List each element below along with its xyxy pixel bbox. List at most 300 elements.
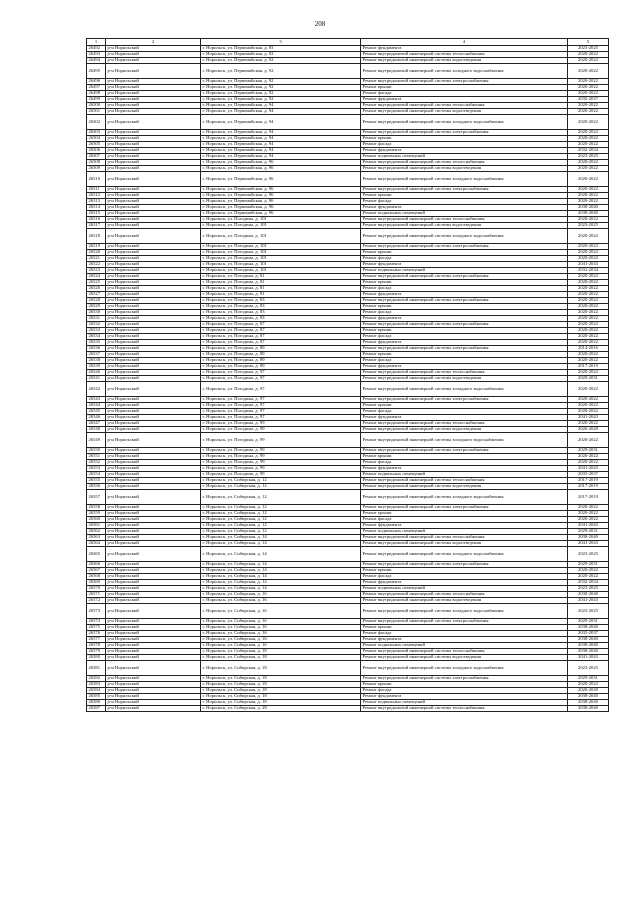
cell-address: г. Норильск, ул. Сибирская, д. 12 xyxy=(201,490,361,505)
cell-district: р-н Норильский xyxy=(106,382,201,397)
cell-district: р-н Норильский xyxy=(106,52,201,58)
cell-address: г. Норильск, ул. Погодина, д. 101 xyxy=(201,262,361,268)
cell-district: р-н Норильский xyxy=(106,172,201,187)
cell-number: 26523 xyxy=(87,268,106,274)
cell-work: Ремонт фасада xyxy=(361,574,568,580)
cell-district: р-н Норильский xyxy=(106,250,201,256)
cell-number: 26546 xyxy=(87,415,106,421)
cell-number: 26569 xyxy=(87,580,106,586)
cell-work: Ремонт крыши xyxy=(361,352,568,358)
cell-years: 2023-2025 xyxy=(568,154,609,160)
cell-years: 2035-2037 xyxy=(568,472,609,478)
cell-years: 2029-2031 xyxy=(568,376,609,382)
table-row xyxy=(87,229,609,244)
cell-number: 26498 xyxy=(87,91,106,97)
cell-years: 2038-2040 xyxy=(568,637,609,643)
cell-address: г. Норильск, ул. Погодина, д. 101 xyxy=(201,244,361,250)
cell-number: 26578 xyxy=(87,643,106,649)
cell-work: Ремонт крыши xyxy=(361,136,568,142)
cell-number: 26576 xyxy=(87,631,106,637)
cell-district: р-н Норильский xyxy=(106,334,201,340)
cell-work: Ремонт внутридомовой инженерной системы теплоснабжения xyxy=(361,160,568,166)
cell-work: Ремонт внутридомовой инженерной системы электроснабжения xyxy=(361,298,568,304)
cell-address: г. Норильск, ул. Погодина, д. 87 xyxy=(201,340,361,346)
cell-number: 26554 xyxy=(87,472,106,478)
cell-number: 26563 xyxy=(87,535,106,541)
cell-address: г. Норильск, ул. Погодина, д. 83 xyxy=(201,310,361,316)
cell-years: 2041-2043 xyxy=(568,466,609,472)
cell-work: Ремонт фасада xyxy=(361,631,568,637)
cell-district: р-н Норильский xyxy=(106,409,201,415)
cell-years: 2020-2022 xyxy=(568,130,609,136)
cell-district: р-н Норильский xyxy=(106,298,201,304)
cell-years: 2020-2022 xyxy=(568,244,609,250)
cell-work: Ремонт фасада xyxy=(361,142,568,148)
cell-address: г. Норильск, ул. Первомайская, д. 94 xyxy=(201,115,361,130)
cell-number: 26584 xyxy=(87,688,106,694)
cell-number: 26524 xyxy=(87,274,106,280)
cell-number: 26541 xyxy=(87,376,106,382)
cell-work: Ремонт фасада xyxy=(361,334,568,340)
cell-number: 26537 xyxy=(87,352,106,358)
cell-address: г. Норильск, ул. Первомайская, д. 96 xyxy=(201,160,361,166)
cell-number: 26580 xyxy=(87,655,106,661)
cell-years: 2020-2022 xyxy=(568,286,609,292)
column-header-address: 3 xyxy=(201,39,361,46)
cell-work: Ремонт внутридомовой инженерной системы теплоснабжения xyxy=(361,370,568,376)
cell-number: 26500 xyxy=(87,103,106,109)
cell-address: г. Норильск, ул. Сибирская, д. 12 xyxy=(201,517,361,523)
cell-address: г. Норильск, ул. Сибирская, д. 18 xyxy=(201,688,361,694)
cell-address: г. Норильск, ул. Погодина, д. 81 xyxy=(201,274,361,280)
cell-number: 26562 xyxy=(87,529,106,535)
cell-work: Ремонт фасада xyxy=(361,91,568,97)
cell-years: 2023-2025 xyxy=(568,604,609,619)
cell-address: г. Норильск, ул. Погодина, д. 99 xyxy=(201,472,361,478)
cell-address: г. Норильск, ул. Сибирская, д. 16 xyxy=(201,643,361,649)
cell-district: р-н Норильский xyxy=(106,97,201,103)
cell-years: 2041-2043 xyxy=(568,655,609,661)
cell-address: г. Норильск, ул. Погодина, д. 83 xyxy=(201,304,361,310)
cell-number: 26575 xyxy=(87,625,106,631)
cell-number: 26506 xyxy=(87,148,106,154)
cell-years: 2038-2040 xyxy=(568,706,609,712)
cell-years: 2035-2037 xyxy=(568,97,609,103)
cell-district: р-н Норильский xyxy=(106,199,201,205)
cell-number: 26572 xyxy=(87,598,106,604)
cell-years: 2020-2022 xyxy=(568,193,609,199)
cell-work: Ремонт крыши xyxy=(361,682,568,688)
cell-years: 2029-2031 xyxy=(568,619,609,625)
cell-work: Ремонт внутридомовой инженерной системы водоотведения xyxy=(361,484,568,490)
cell-address: г. Норильск, ул. Первомайская, д. 92 xyxy=(201,64,361,79)
cell-district: р-н Норильский xyxy=(106,490,201,505)
cell-years: 2017-2019 xyxy=(568,484,609,490)
cell-address: г. Норильск, ул. Сибирская, д. 14 xyxy=(201,586,361,592)
cell-district: р-н Норильский xyxy=(106,523,201,529)
cell-number: 26532 xyxy=(87,322,106,328)
cell-work: Ремонт внутридомовой инженерной системы теплоснабжения xyxy=(361,217,568,223)
cell-address: г. Норильск, ул. Сибирская, д. 16 xyxy=(201,598,361,604)
cell-work: Ремонт внутридомовой инженерной системы электроснабжения xyxy=(361,562,568,568)
table-row xyxy=(87,547,609,562)
cell-district: р-н Норильский xyxy=(106,706,201,712)
cell-address: г. Норильск, ул. Первомайская, д. 96 xyxy=(201,172,361,187)
cell-years: 2032-2034 xyxy=(568,148,609,154)
cell-address: г. Норильск, ул. Погодина, д. 87 xyxy=(201,334,361,340)
cell-work: Ремонт фундамента xyxy=(361,415,568,421)
cell-number: 26517 xyxy=(87,223,106,229)
cell-work: Ремонт внутридомовой инженерной системы электроснабжения xyxy=(361,346,568,352)
cell-number: 26566 xyxy=(87,562,106,568)
cell-years: 2017-2019 xyxy=(568,364,609,370)
cell-number: 26585 xyxy=(87,694,106,700)
cell-number: 26553 xyxy=(87,466,106,472)
cell-address: г. Норильск, ул. Первомайская, д. 92 xyxy=(201,97,361,103)
cell-years: 2038-2040 xyxy=(568,625,609,631)
cell-work: Ремонт внутридомовой инженерной системы холодного водоснабжения xyxy=(361,64,568,79)
cell-number: 26502 xyxy=(87,115,106,130)
cell-number: 26507 xyxy=(87,154,106,160)
cell-district: р-н Норильский xyxy=(106,433,201,448)
cell-years: 2020-2022 xyxy=(568,382,609,397)
cell-address: г. Норильск, ул. Погодина, д. 89 xyxy=(201,352,361,358)
cell-address: г. Норильск, ул. Первомайская, д. 83 xyxy=(201,46,361,52)
cell-work: Ремонт внутридомовой инженерной системы теплоснабжения xyxy=(361,103,568,109)
cell-address: г. Норильск, ул. Сибирская, д. 16 xyxy=(201,604,361,619)
cell-address: г. Норильск, ул. Погодина, д. 99 xyxy=(201,448,361,454)
cell-work: Ремонт фундамента xyxy=(361,364,568,370)
cell-work: Ремонт крыши xyxy=(361,304,568,310)
cell-district: р-н Норильский xyxy=(106,340,201,346)
cell-address: г. Норильск, ул. Первомайская, д. 92 xyxy=(201,58,361,64)
repair-schedule-table xyxy=(86,38,609,712)
cell-address: г. Норильск, ул. Сибирская, д. 18 xyxy=(201,694,361,700)
cell-work: Ремонт внутридомовой инженерной системы водоотведения xyxy=(361,655,568,661)
cell-number: 26508 xyxy=(87,160,106,166)
cell-number: 26552 xyxy=(87,460,106,466)
cell-address: г. Норильск, ул. Погодина, д. 89 xyxy=(201,346,361,352)
cell-address: г. Норильск, ул. Погодина, д. 99 xyxy=(201,427,361,433)
cell-address: г. Норильск, ул. Сибирская, д. 18 xyxy=(201,649,361,655)
cell-work: Ремонт внутридомовой инженерной системы электроснабжения xyxy=(361,322,568,328)
cell-address: г. Норильск, ул. Сибирская, д. 18 xyxy=(201,661,361,676)
cell-number: 26527 xyxy=(87,292,106,298)
cell-address: г. Норильск, ул. Погодина, д. 97 xyxy=(201,415,361,421)
cell-number: 26565 xyxy=(87,547,106,562)
cell-work: Ремонт внутридомовой инженерной системы холодного водоснабжения xyxy=(361,382,568,397)
cell-number: 26549 xyxy=(87,433,106,448)
cell-district: р-н Норильский xyxy=(106,700,201,706)
table-row xyxy=(87,64,609,79)
cell-years: 2017-2019 xyxy=(568,478,609,484)
cell-address: г. Норильск, ул. Первомайская, д. 94 xyxy=(201,148,361,154)
cell-work: Ремонт внутридомовой инженерной системы холодного водоснабжения xyxy=(361,229,568,244)
cell-district: р-н Норильский xyxy=(106,160,201,166)
cell-number: 26501 xyxy=(87,109,106,115)
cell-district: р-н Норильский xyxy=(106,655,201,661)
cell-years: 2020-2022 xyxy=(568,58,609,64)
cell-address: г. Норильск, ул. Первомайская, д. 92 xyxy=(201,52,361,58)
cell-district: р-н Норильский xyxy=(106,478,201,484)
cell-address: г. Норильск, ул. Сибирская, д. 16 xyxy=(201,631,361,637)
cell-number: 26536 xyxy=(87,346,106,352)
cell-number: 26538 xyxy=(87,358,106,364)
cell-address: г. Норильск, ул. Погодина, д. 101 xyxy=(201,268,361,274)
cell-work: Ремонт внутридомовой инженерной системы холодного водоснабжения xyxy=(361,115,568,130)
cell-work: Ремонт фундамента xyxy=(361,637,568,643)
cell-number: 26555 xyxy=(87,478,106,484)
cell-years: 2038-2040 xyxy=(568,205,609,211)
cell-work: Ремонт крыши xyxy=(361,250,568,256)
cell-years: 2020-2022 xyxy=(568,274,609,280)
cell-district: р-н Норильский xyxy=(106,346,201,352)
cell-district: р-н Норильский xyxy=(106,484,201,490)
cell-number: 26505 xyxy=(87,142,106,148)
cell-years: 2020-2022 xyxy=(568,109,609,115)
cell-number: 26564 xyxy=(87,541,106,547)
cell-number: 26514 xyxy=(87,205,106,211)
cell-work: Ремонт подвальных помещений xyxy=(361,472,568,478)
cell-work: Ремонт внутридомовой инженерной системы водоотведения xyxy=(361,223,568,229)
cell-work: Ремонт внутридомовой инженерной системы теплоснабжения xyxy=(361,52,568,58)
cell-district: р-н Норильский xyxy=(106,229,201,244)
cell-number: 26495 xyxy=(87,64,106,79)
cell-district: р-н Норильский xyxy=(106,85,201,91)
cell-address: г. Норильск, ул. Погодина, д. 81 xyxy=(201,292,361,298)
cell-number: 26574 xyxy=(87,619,106,625)
cell-years: 2020-2022 xyxy=(568,409,609,415)
cell-work: Ремонт фундамента xyxy=(361,466,568,472)
cell-number: 26559 xyxy=(87,511,106,517)
cell-number: 26543 xyxy=(87,397,106,403)
cell-years: 2020-2022 xyxy=(568,352,609,358)
cell-district: р-н Норильский xyxy=(106,205,201,211)
cell-work: Ремонт внутридомовой инженерной системы водоотведения xyxy=(361,427,568,433)
cell-number: 26511 xyxy=(87,187,106,193)
cell-work: Ремонт внутридомовой инженерной системы электроснабжения xyxy=(361,79,568,85)
cell-number: 26499 xyxy=(87,97,106,103)
cell-years: 2020-2022 xyxy=(568,328,609,334)
cell-district: р-н Норильский xyxy=(106,280,201,286)
cell-address: г. Норильск, ул. Первомайская, д. 96 xyxy=(201,199,361,205)
cell-years: 2020-2022 xyxy=(568,460,609,466)
cell-address: г. Норильск, ул. Сибирская, д. 14 xyxy=(201,547,361,562)
cell-work: Ремонт внутридомовой инженерной системы электроснабжения xyxy=(361,244,568,250)
cell-years: 2020-2022 xyxy=(568,79,609,85)
cell-years: 2041-2043 xyxy=(568,598,609,604)
cell-address: г. Норильск, ул. Первомайская, д. 96 xyxy=(201,205,361,211)
cell-district: р-н Норильский xyxy=(106,403,201,409)
cell-address: г. Норильск, ул. Сибирская, д. 14 xyxy=(201,568,361,574)
cell-years: 2020-2022 xyxy=(568,256,609,262)
cell-district: р-н Норильский xyxy=(106,310,201,316)
cell-years: 2038-2040 xyxy=(568,211,609,217)
cell-district: р-н Норильский xyxy=(106,364,201,370)
cell-district: р-н Норильский xyxy=(106,262,201,268)
cell-work: Ремонт фасада xyxy=(361,409,568,415)
cell-years: 2014-2016 xyxy=(568,346,609,352)
cell-district: р-н Норильский xyxy=(106,535,201,541)
cell-district: р-н Норильский xyxy=(106,352,201,358)
cell-address: г. Норильск, ул. Погодина, д. 99 xyxy=(201,466,361,472)
table-row xyxy=(87,115,609,130)
cell-years: 2032-2034 xyxy=(568,268,609,274)
cell-work: Ремонт подвальных помещений xyxy=(361,529,568,535)
cell-years: 2029-2031 xyxy=(568,562,609,568)
cell-district: р-н Норильский xyxy=(106,244,201,250)
cell-number: 26540 xyxy=(87,370,106,376)
cell-district: р-н Норильский xyxy=(106,397,201,403)
cell-years: 2020-2022 xyxy=(568,166,609,172)
cell-work: Ремонт крыши xyxy=(361,280,568,286)
cell-address: г. Норильск, ул. Сибирская, д. 18 xyxy=(201,682,361,688)
cell-district: р-н Норильский xyxy=(106,460,201,466)
cell-number: 26529 xyxy=(87,304,106,310)
cell-address: г. Норильск, ул. Сибирская, д. 16 xyxy=(201,592,361,598)
cell-work: Ремонт внутридомовой инженерной системы теплоснабжения xyxy=(361,478,568,484)
table-row xyxy=(87,382,609,397)
cell-years: 2020-2022 xyxy=(568,568,609,574)
cell-district: р-н Норильский xyxy=(106,505,201,511)
cell-address: г. Норильск, ул. Сибирская, д. 18 xyxy=(201,655,361,661)
cell-district: р-н Норильский xyxy=(106,448,201,454)
cell-district: р-н Норильский xyxy=(106,358,201,364)
cell-work: Ремонт фундамента xyxy=(361,97,568,103)
cell-years: 2023-2025 xyxy=(568,223,609,229)
page-number: 208 xyxy=(314,20,326,28)
cell-years: 2020-2022 xyxy=(568,85,609,91)
cell-years: 2023-2025 xyxy=(568,661,609,676)
cell-district: р-н Норильский xyxy=(106,472,201,478)
cell-work: Ремонт крыши xyxy=(361,454,568,460)
cell-years: 2038-2040 xyxy=(568,643,609,649)
cell-years: 2041-2043 xyxy=(568,415,609,421)
cell-address: г. Норильск, ул. Погодина, д. 97 xyxy=(201,376,361,382)
cell-address: г. Норильск, ул. Погодина, д. 101 xyxy=(201,217,361,223)
cell-number: 26509 xyxy=(87,166,106,172)
cell-years: 2020-2022 xyxy=(568,397,609,403)
cell-number: 26583 xyxy=(87,682,106,688)
cell-work: Ремонт внутридомовой инженерной системы холодного водоснабжения xyxy=(361,604,568,619)
cell-work: Ремонт внутридомовой инженерной системы теплоснабжения xyxy=(361,649,568,655)
cell-years: 2020-2022 xyxy=(568,115,609,130)
cell-years: 2038-2040 xyxy=(568,592,609,598)
cell-address: г. Норильск, ул. Сибирская, д. 14 xyxy=(201,580,361,586)
cell-years: 2032-2034 xyxy=(568,580,609,586)
cell-work: Ремонт подвальных помещений xyxy=(361,643,568,649)
cell-years: 2026-2028 xyxy=(568,427,609,433)
cell-address: г. Норильск, ул. Погодина, д. 97 xyxy=(201,403,361,409)
cell-address: г. Норильск, ул. Сибирская, д. 14 xyxy=(201,574,361,580)
cell-years: 2020-2022 xyxy=(568,160,609,166)
cell-number: 26539 xyxy=(87,364,106,370)
cell-address: г. Норильск, ул. Первомайская, д. 94 xyxy=(201,103,361,109)
cell-work: Ремонт внутридомовой инженерной системы водоотведения xyxy=(361,109,568,115)
cell-number: 26542 xyxy=(87,382,106,397)
cell-years: 2020-2022 xyxy=(568,136,609,142)
cell-address: г. Норильск, ул. Сибирская, д. 18 xyxy=(201,676,361,682)
cell-work: Ремонт фундамента xyxy=(361,148,568,154)
cell-work: Ремонт крыши xyxy=(361,328,568,334)
cell-number: 26533 xyxy=(87,328,106,334)
cell-work: Ремонт фундамента xyxy=(361,205,568,211)
cell-district: р-н Норильский xyxy=(106,676,201,682)
cell-district: р-н Норильский xyxy=(106,103,201,109)
table-row xyxy=(87,490,609,505)
cell-district: р-н Норильский xyxy=(106,328,201,334)
cell-address: г. Норильск, ул. Погодина, д. 97 xyxy=(201,370,361,376)
cell-district: р-н Норильский xyxy=(106,79,201,85)
cell-number: 26557 xyxy=(87,490,106,505)
cell-district: р-н Норильский xyxy=(106,268,201,274)
cell-work: Ремонт внутридомовой инженерной системы электроснабжения xyxy=(361,274,568,280)
cell-district: р-н Норильский xyxy=(106,304,201,310)
cell-number: 26496 xyxy=(87,79,106,85)
cell-work: Ремонт внутридомовой инженерной системы теплоснабжения xyxy=(361,535,568,541)
cell-district: р-н Норильский xyxy=(106,274,201,280)
cell-years: 2020-2022 xyxy=(568,454,609,460)
cell-address: г. Норильск, ул. Первомайская, д. 96 xyxy=(201,211,361,217)
cell-address: г. Норильск, ул. Сибирская, д. 12 xyxy=(201,484,361,490)
cell-work: Ремонт фундамента xyxy=(361,292,568,298)
cell-years: 2020-2022 xyxy=(568,292,609,298)
cell-work: Ремонт крыши xyxy=(361,625,568,631)
cell-district: р-н Норильский xyxy=(106,619,201,625)
cell-district: р-н Норильский xyxy=(106,604,201,619)
cell-work: Ремонт внутридомовой инженерной системы холодного водоснабжения xyxy=(361,172,568,187)
cell-address: г. Норильск, ул. Погодина, д. 97 xyxy=(201,409,361,415)
cell-district: р-н Норильский xyxy=(106,91,201,97)
cell-number: 26494 xyxy=(87,58,106,64)
cell-work: Ремонт внутридомовой инженерной системы холодного водоснабжения xyxy=(361,547,568,562)
cell-address: г. Норильск, ул. Погодина, д. 87 xyxy=(201,322,361,328)
cell-years: 2020-2022 xyxy=(568,421,609,427)
cell-work: Ремонт фасада xyxy=(361,358,568,364)
cell-address: г. Норильск, ул. Первомайская, д. 94 xyxy=(201,154,361,160)
cell-district: р-н Норильский xyxy=(106,574,201,580)
cell-district: р-н Норильский xyxy=(106,217,201,223)
cell-years: 2020-2022 xyxy=(568,310,609,316)
cell-district: р-н Норильский xyxy=(106,694,201,700)
cell-number: 26497 xyxy=(87,85,106,91)
cell-number: 26558 xyxy=(87,505,106,511)
cell-district: р-н Норильский xyxy=(106,682,201,688)
cell-number: 26586 xyxy=(87,700,106,706)
cell-district: р-н Норильский xyxy=(106,547,201,562)
cell-years: 2020-2022 xyxy=(568,298,609,304)
cell-district: р-н Норильский xyxy=(106,256,201,262)
cell-work: Ремонт внутридомовой инженерной системы водоотведения xyxy=(361,541,568,547)
column-header-district: 2 xyxy=(106,39,201,46)
cell-number: 26571 xyxy=(87,592,106,598)
cell-work: Ремонт внутридомовой инженерной системы водоотведения xyxy=(361,598,568,604)
cell-number: 26570 xyxy=(87,586,106,592)
cell-district: р-н Норильский xyxy=(106,187,201,193)
cell-number: 26579 xyxy=(87,649,106,655)
cell-years: 2017-2019 xyxy=(568,490,609,505)
column-header-number: 1 xyxy=(87,39,106,46)
cell-years: 2023-2025 xyxy=(568,46,609,52)
cell-work: Ремонт подвальных помещений xyxy=(361,586,568,592)
cell-district: р-н Норильский xyxy=(106,154,201,160)
cell-district: р-н Норильский xyxy=(106,58,201,64)
cell-years: 2020-2022 xyxy=(568,574,609,580)
cell-district: р-н Норильский xyxy=(106,223,201,229)
cell-years: 2041-2043 xyxy=(568,262,609,268)
cell-address: г. Норильск, ул. Погодина, д. 99 xyxy=(201,433,361,448)
cell-number: 26519 xyxy=(87,244,106,250)
